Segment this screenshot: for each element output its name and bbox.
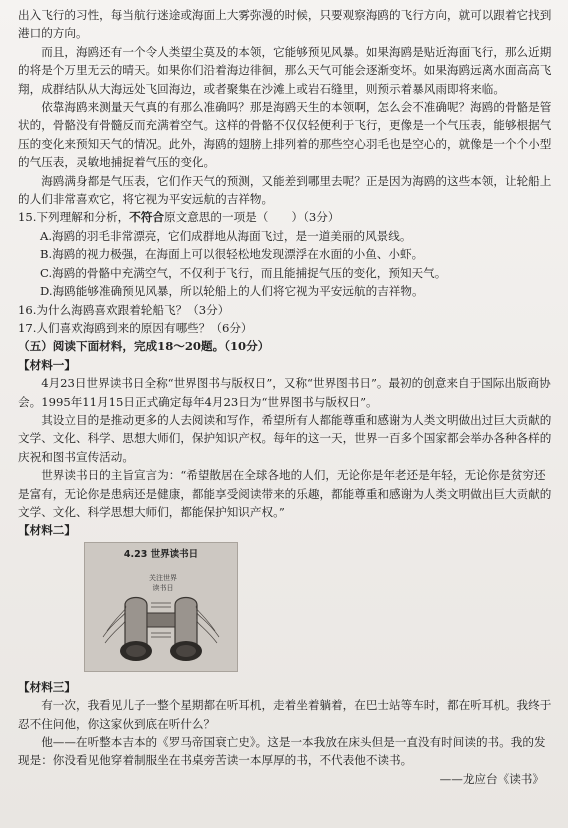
poster-line-1: 关注世界 <box>149 573 177 582</box>
page-content <box>18 6 554 788</box>
paragraph-mascot: 海鸥满身都是气压表，它们作天气的预测，又能差到哪里去呢？正是因为海鸥的这些本领，让轮船上的人们非常喜欢它，将它视为平安远航的吉祥物。 <box>18 173 552 207</box>
question-15-prefix: 15.下列理解和分析， <box>18 210 130 225</box>
option-a: A.海鸥的羽毛非常漂亮，它们成群地从海面飞过，是一道美丽的风景线。 <box>40 228 412 243</box>
paragraph-continuation: 出入飞行的习性，每当航行迷途或海面上大雾弥漫的时候，只要观察海鸥的飞行方向，就可以跟着它找到港口的方向。 <box>18 8 552 41</box>
section-5-heading: （五）阅读下面材料，完成18～20题。（10分） <box>18 339 270 354</box>
material-2-label: 【材料二】 <box>18 523 76 538</box>
paragraph-bone-structure: 依靠海鸥来测量天气真的有那么准确吗？那是海鸥天生的本领啊，怎么会不准确呢？海鸥的骨骼是管状的，骨骼没有骨髓反而充满着空气。这样的骨骼不仅仅轻便利于飞行，更像是一个气压表，能够根据气压的变化来预知天气的情况。此外，海鸥的翅膀上排列着的那些空心羽毛也是空心的，就像是一个个小型的气压表，灵敏地捕捉着气压的变化。 <box>18 100 552 170</box>
question-17: 17.人们喜欢海鸥到来的原因有哪些？（6分） <box>18 320 253 335</box>
material-1-paragraph-2: 其设立目的是推动更多的人去阅读和写作，希望所有人都能尊重和感谢为人类文明做出过巨大贡献的文学、文化、科学、思想大师们，保护知识产权。每年的这一天，世界一百多个国家都会举办各种各样的庆祝和图书宣传活动。 <box>18 412 552 464</box>
citation-signature: ——龙应台《读书》 <box>439 771 544 786</box>
option-c: C.海鸥的骨骼中充满空气，不仅利于飞行，而且能捕捉气压的变化，预知天气。 <box>40 265 447 280</box>
question-16: 16.为什么海鸥喜欢跟着轮船飞？（3分） <box>18 302 230 317</box>
question-15-emphasis: 不符合 <box>129 210 164 225</box>
question-15 <box>18 208 554 226</box>
paragraph-storm-forecast: 而且，海鸥还有一个令人类望尘莫及的本领，它能够预见风暴。如果海鸥是贴近海面飞行，那么近期的将是个万里无云的晴天。如果你们沿着海边徘徊，那么天气可能会逐渐变坏。如果海鸥远离水面高高飞翔，成群结队从大海远处飞回海边，或者聚集在沙滩上或岩石缝里，则预示着暴风雨即将来临。 <box>18 44 552 96</box>
question-15-suffix: 原文意思的一项是（ ）（3分） <box>164 210 340 225</box>
material-3-label: 【材料三】 <box>18 679 76 694</box>
material-3-paragraph-1: 有一次，我看见儿子一整个星期都在听耳机，走着坐着躺着，在巴士站等车时，都在听耳机。我终于忍不住问他，你这家伙到底在听什么？ <box>18 698 552 731</box>
poster-title: 4.23 世界读书日 <box>123 548 199 560</box>
material-3-paragraph-2: 他——在听整本吉本的《罗马帝国衰亡史》。这是一本我放在床头但是一直没有时间读的书。我的发现是：你没看见他穿着制服坐在书桌旁苦读一本厚厚的书，不代表他不读书。 <box>18 735 546 768</box>
material-1-paragraph-3: 世界读书日的主旨宣言为：“希望散居在全球各地的人们，无论你是年老还是年轻，无论你是贫穷还是富有，无论你是患病还是健康，都能享受阅读带来的乐趣，都能尊重和感谢为人类文明做出巨大贡献的文学、文化、科学思想大师们，都能保护知识产权。” <box>18 468 552 519</box>
material-2-figure-area <box>18 542 554 674</box>
poster-line-2: 读书日 <box>152 583 174 592</box>
material-1-paragraph-1: 4月23日世界读书日全称“世界图书与版权日”，又称“世界图书日”。最初的创意来自于国际出版商协会。1995年11月15日正式确定每年4月23日为“世界图书与版权日”。 <box>18 376 551 409</box>
option-b: B.海鸥的视力极强，在海面上可以很轻松地发现漂浮在水面的小鱼、小虾。 <box>40 247 424 262</box>
material-1-label: 【材料一】 <box>18 357 76 372</box>
binoculars-book-illustration <box>85 543 237 671</box>
world-book-day-poster <box>84 542 238 672</box>
option-d: D.海鸥能够准确预见风暴，所以轮船上的人们将它视为平安远航的吉祥物。 <box>40 284 424 299</box>
